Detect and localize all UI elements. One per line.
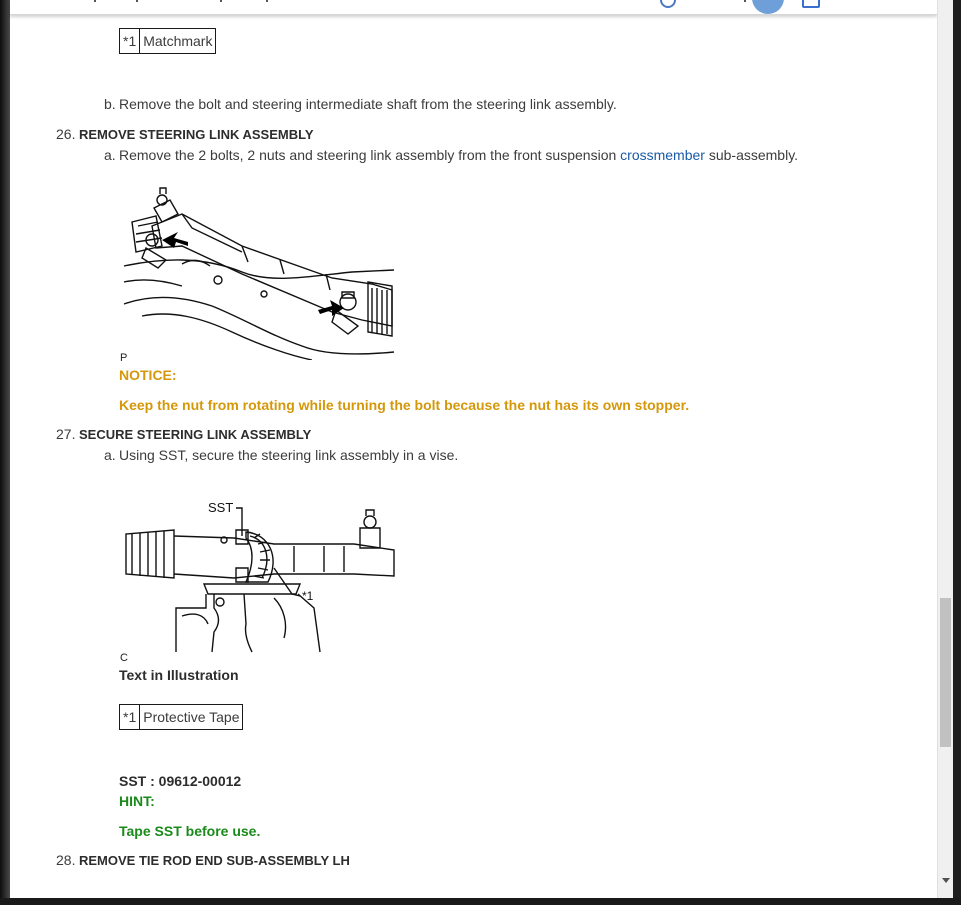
crossmember-link[interactable]: crossmember: [620, 147, 705, 163]
step26-text-after: sub-assembly.: [704, 147, 799, 163]
crossmember-outline: [124, 260, 394, 278]
toolbar-separator: [744, 0, 746, 2]
callout-label: Protective Tape: [140, 705, 243, 730]
step27-title: SECURE STEERING LINK ASSEMBLY: [79, 427, 312, 442]
matchmark-callout-table: [119, 28, 216, 54]
notice-text: Keep the nut from rotating while turning the bolt because the nut has its own stopper.: [119, 397, 690, 413]
text-in-illustration-heading: Text in Illustration: [119, 667, 239, 683]
arrow-left-mount: [162, 232, 188, 248]
figure-label-callout: *1: [302, 589, 314, 603]
window-frame-right: [953, 0, 961, 905]
hint-label: HINT:: [119, 793, 155, 809]
step26-sub-a-text: [119, 147, 798, 163]
notice-label: NOTICE:: [119, 367, 177, 383]
toolbar-separator: [220, 0, 222, 2]
vise-left-boot: [126, 530, 174, 578]
top-toolbar: [10, 0, 937, 15]
callout-label: Matchmark: [140, 29, 216, 54]
protective-tape-callout-table: [119, 704, 243, 730]
rack-housing: [152, 214, 392, 326]
vise-sst-illustration: [124, 498, 400, 654]
figure-code-p: P: [120, 352, 128, 364]
sst-number: SST : 09612-00012: [119, 773, 242, 789]
document-icon[interactable]: [802, 0, 820, 8]
toolbar-separator: [136, 0, 138, 2]
step25-sub-b-marker: b.: [104, 96, 116, 112]
callout-code: *1: [120, 29, 140, 54]
figure-label-sst: SST: [208, 500, 234, 515]
step26-number: 26.: [56, 126, 76, 142]
step26-sub-a-marker: a.: [104, 147, 116, 163]
callout-code: *1: [120, 705, 140, 730]
step27-sub-a-text: Using SST, secure the steering link assembly in a vise.: [119, 447, 459, 463]
toolbar-separator: [94, 0, 96, 2]
document-page: [10, 0, 937, 898]
step28-title: REMOVE TIE ROD END SUB-ASSEMBLY LH: [79, 853, 350, 868]
scrollbar-thumb[interactable]: [940, 598, 951, 747]
window-frame-bottom: [0, 898, 961, 905]
steering-link-removal-illustration: [122, 186, 396, 360]
vertical-scrollbar[interactable]: [937, 0, 954, 898]
step26-title: REMOVE STEERING LINK ASSEMBLY: [79, 127, 314, 142]
window-frame-left: [0, 0, 10, 905]
scroll-down-arrow-icon[interactable]: [942, 878, 950, 883]
crossmember-lower: [124, 297, 394, 354]
step27-sub-a-marker: a.: [104, 447, 116, 463]
step25-sub-b-text: Remove the bolt and steering intermediate shaft from the steering link assembly.: [119, 96, 617, 112]
step27-number: 27.: [56, 426, 76, 442]
avatar[interactable]: [752, 0, 784, 14]
vise-rack-tube: [174, 536, 394, 578]
toolbar-separator: [266, 0, 268, 2]
search-icon[interactable]: [660, 0, 676, 8]
step26-text-before: Remove the 2 bolts, 2 nuts and steering link assembly from the front suspension: [119, 147, 621, 163]
figure-code-c: C: [120, 652, 128, 664]
step28-number: 28.: [56, 852, 76, 868]
hint-text: Tape SST before use.: [119, 823, 261, 839]
